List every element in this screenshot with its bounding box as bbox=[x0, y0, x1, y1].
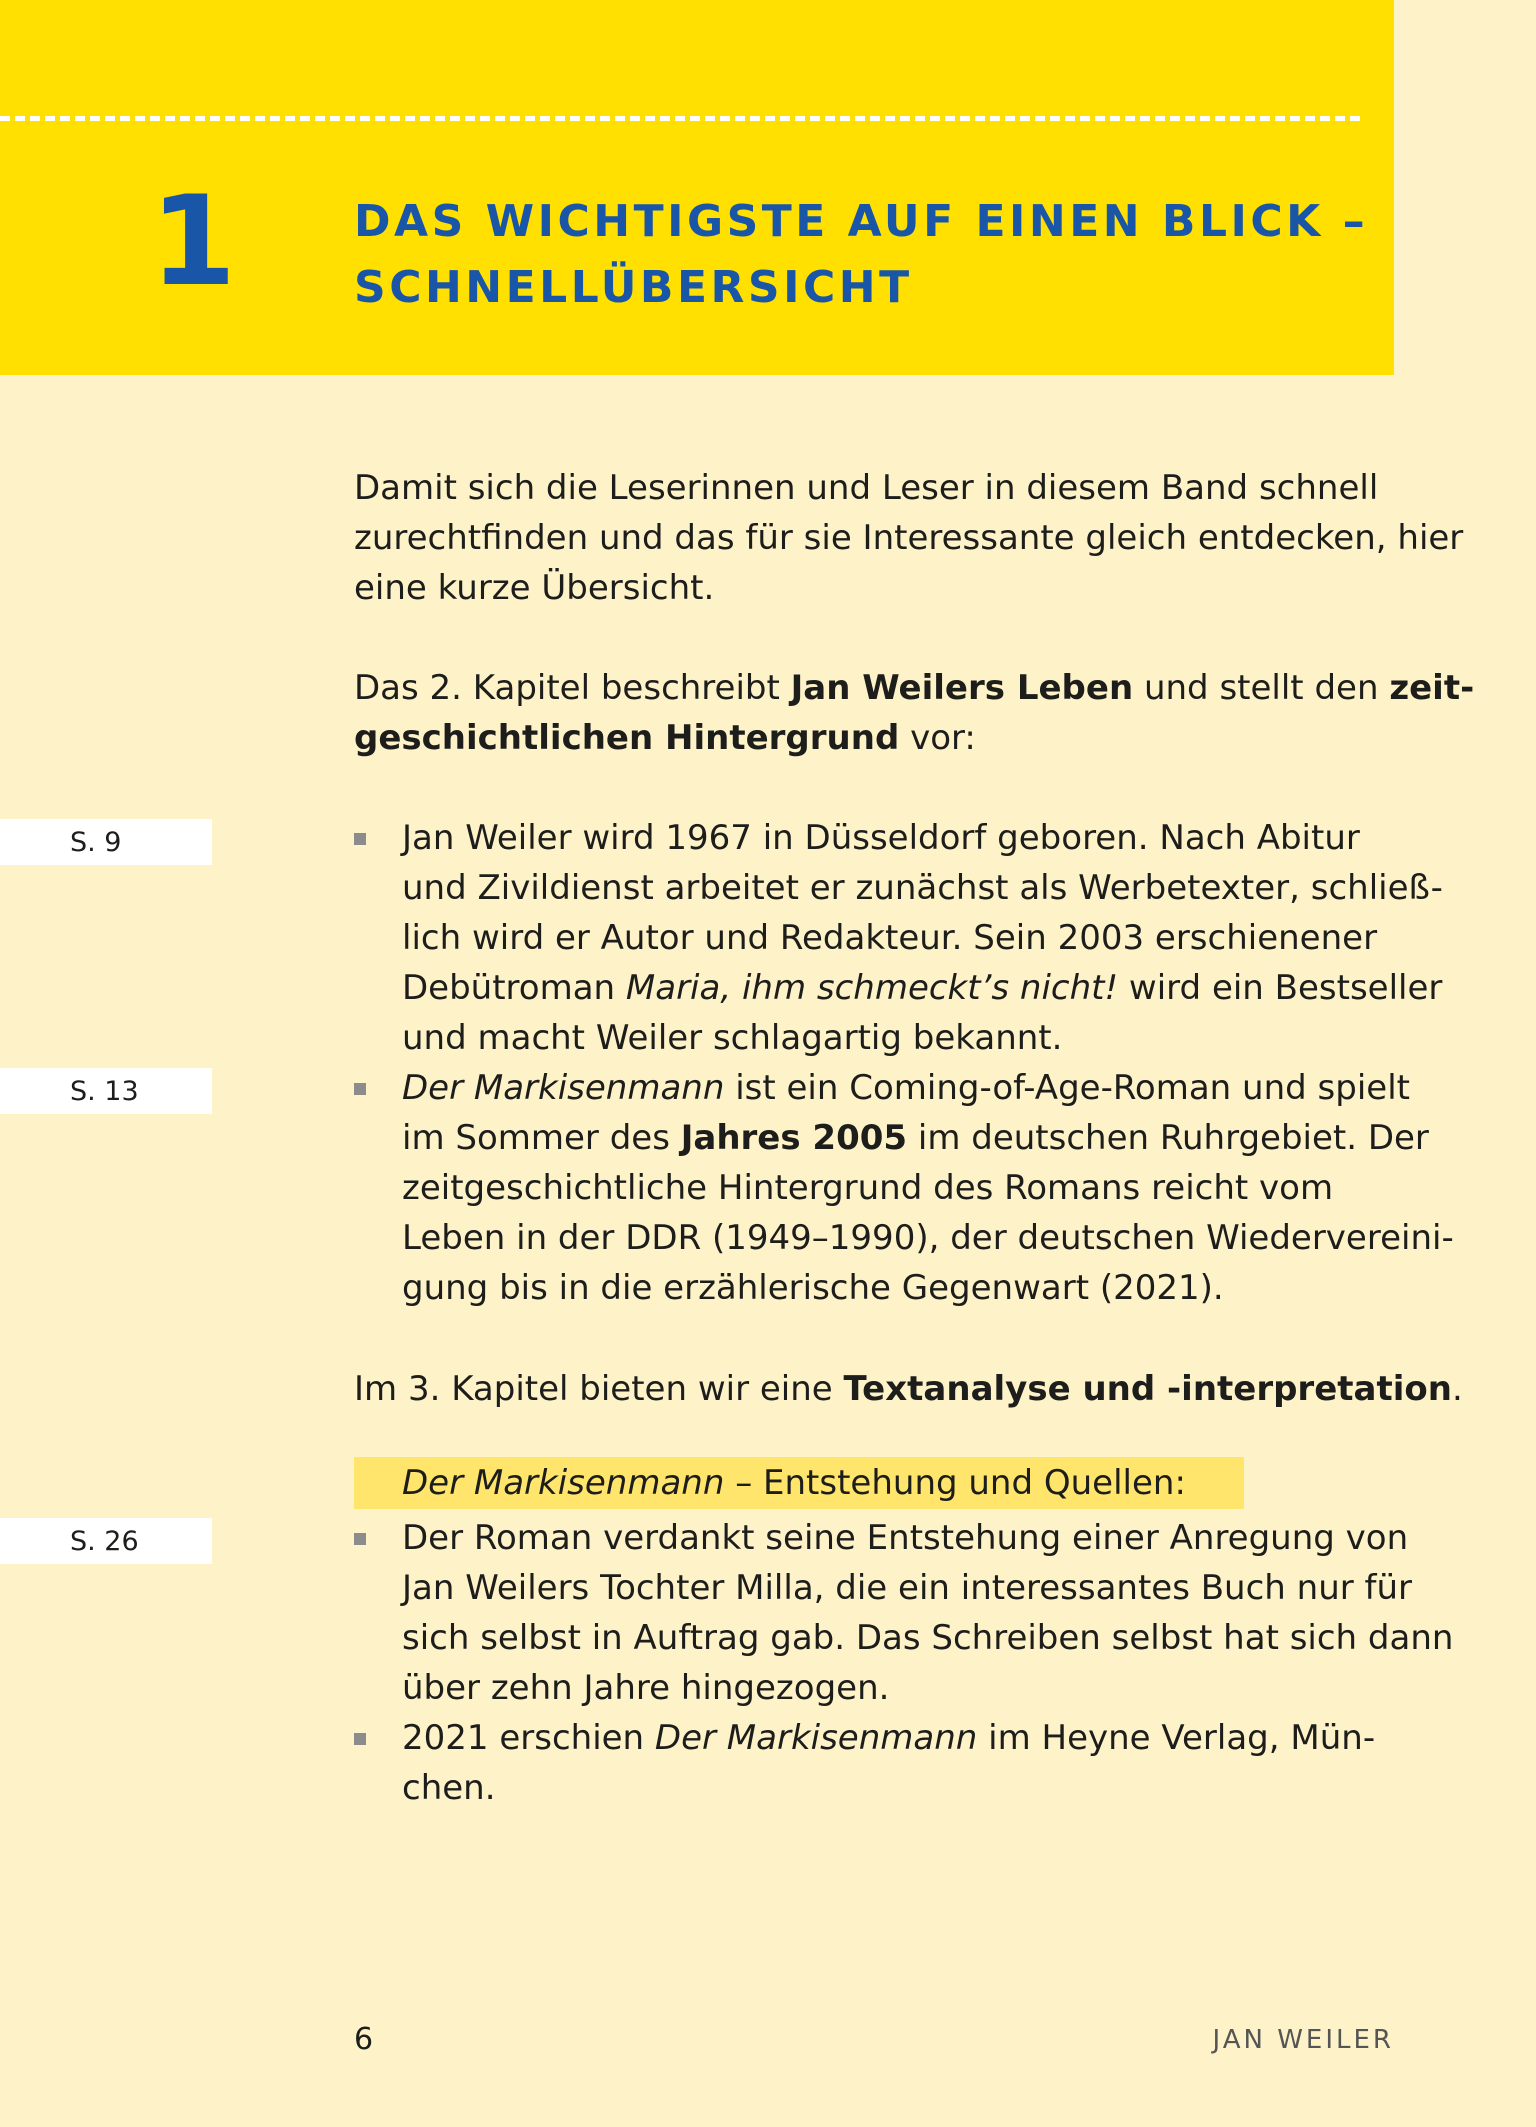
bullet-2-line-3: zeitgeschichtliche Hintergrund des Romans reicht vom bbox=[402, 1168, 1334, 1208]
chapter-number: 1 bbox=[150, 170, 237, 314]
chapter-title-line-2: SCHNELLÜBERSICHT bbox=[354, 262, 913, 313]
subheading-text: Der Markisenmann – Entstehung und Quellen: bbox=[402, 1463, 1186, 1503]
bullet-4-line-1: 2021 erschien Der Markisenmann im Heyne Verlag, Mün- bbox=[402, 1718, 1376, 1758]
intro-line-2: zurechtfinden und das für sie Interessante gleich entdecken, hier bbox=[354, 518, 1464, 558]
bullet-1-line-2: und Zivildienst arbeitet er zunächst als Werbetexter, schließ- bbox=[402, 868, 1443, 908]
header-dashed-rule bbox=[0, 116, 1360, 121]
bullet-square-icon bbox=[354, 833, 366, 845]
bullet-3-line-1: Der Roman verdankt seine Entstehung einer Anregung von bbox=[402, 1518, 1409, 1558]
bullet-square-icon bbox=[354, 1083, 366, 1095]
bullet-2-line-5: gung bis in die erzählerische Gegenwart (2021). bbox=[402, 1268, 1224, 1308]
running-head: JAN WEILER bbox=[1212, 2025, 1394, 2055]
margin-ref-s9: S. 9 bbox=[0, 819, 212, 865]
chapter2-line-1: Das 2. Kapitel beschreibt Jan Weilers Leben und stellt den zeit- bbox=[354, 668, 1475, 708]
bullet-1-line-4: Debütroman Maria, ihm schmeckt’s nicht! wird ein Bestseller bbox=[402, 968, 1443, 1008]
bullet-square-icon bbox=[354, 1733, 366, 1745]
chapter-title-line-1: DAS WICHTIGSTE AUF EINEN BLICK – bbox=[354, 196, 1369, 247]
bullet-1-line-3: lich wird er Autor und Redakteur. Sein 2003 erschienener bbox=[402, 918, 1378, 958]
page-number: 6 bbox=[354, 2022, 374, 2057]
bullet-3-line-3: sich selbst in Auftrag gab. Das Schreiben selbst hat sich dann bbox=[402, 1618, 1454, 1658]
bullet-2-line-1: Der Markisenmann ist ein Coming-of-Age-Roman und spielt bbox=[402, 1068, 1410, 1108]
margin-ref-s26: S. 26 bbox=[0, 1518, 212, 1564]
bullet-4-line-2: chen. bbox=[402, 1768, 496, 1808]
margin-ref-s13: S. 13 bbox=[0, 1068, 212, 1114]
intro-line-3: eine kurze Übersicht. bbox=[354, 568, 715, 608]
chapter3-line: Im 3. Kapitel bieten wir eine Textanalyse und -interpretation. bbox=[354, 1369, 1463, 1409]
bullet-3-line-4: über zehn Jahre hingezogen. bbox=[402, 1668, 890, 1708]
bullet-2-line-2: im Sommer des Jahres 2005 im deutschen Ruhrgebiet. Der bbox=[402, 1118, 1429, 1158]
bullet-1-line-5: und macht Weiler schlagartig bekannt. bbox=[402, 1018, 1063, 1058]
bullet-1-line-1: Jan Weiler wird 1967 in Düsseldorf geboren. Nach Abitur bbox=[402, 818, 1360, 858]
bullet-2-line-4: Leben in der DDR (1949–1990), der deutschen Wiedervereini- bbox=[402, 1218, 1454, 1258]
bullet-3-line-2: Jan Weilers Tochter Milla, die ein interessantes Buch nur für bbox=[402, 1568, 1413, 1608]
chapter2-line-2: geschichtlichen Hintergrund vor: bbox=[354, 718, 976, 758]
bullet-square-icon bbox=[354, 1533, 366, 1545]
subheading-highlight bbox=[354, 1457, 1244, 1509]
intro-line-1: Damit sich die Leserinnen und Leser in diesem Band schnell bbox=[354, 468, 1379, 508]
